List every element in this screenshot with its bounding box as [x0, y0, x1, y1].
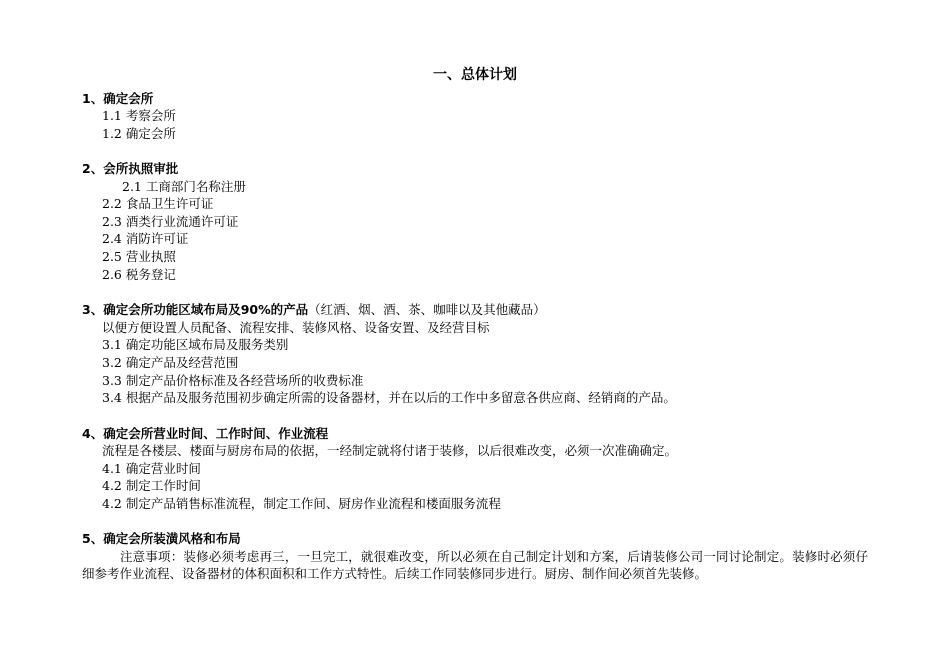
- section-4-intro: 流程是各楼层、楼面与厨房布局的依据，一经制定就将付诸于装修，以后很难改变，必须一次准确确定。: [102, 443, 678, 458]
- document-title: 一、总体计划: [433, 67, 517, 83]
- section-2-heading: 2、会所执照审批: [82, 161, 179, 176]
- list-item: 3.3 制定产品价格标准及各经营场所的收费标准: [102, 373, 364, 388]
- list-item: 2.1 工商部门名称注册: [122, 179, 246, 194]
- list-item: 2.5 营业执照: [102, 249, 176, 264]
- list-item: 3.2 确定产品及经营范围: [102, 355, 239, 370]
- list-item: 2.3 酒类行业流通许可证: [102, 214, 239, 229]
- section-4-heading: 4、确定会所营业时间、工作时间、作业流程: [82, 426, 329, 441]
- section-1-heading: 1、确定会所: [82, 91, 154, 106]
- section-3-heading-text: 3、确定会所功能区域布局及90%的产品: [82, 302, 309, 317]
- list-item: 4.2 制定工作时间: [102, 478, 201, 493]
- section-3-heading-note: （红酒、烟、酒、茶、咖啡以及其他藏品）: [308, 302, 546, 317]
- list-item: 4.1 确定营业时间: [102, 461, 201, 476]
- list-item: 2.2 食品卫生许可证: [102, 196, 214, 211]
- list-item: 3.4 根据产品及服务范围初步确定所需的设备器材，并在以后的工作中多留意各供应商、经销商的产品。: [102, 390, 676, 405]
- section-5-paragraph: 注意事项：装修必须考虑再三，一旦完工，就很难改变，所以必须在自己制定计划和方案，后请装修公司一同讨论制定。装修时必须仔细参考作业流程、设备器材的体积面积和工作方式特性。后续工作同装修同步进行。厨房、制作间必须首先装修。: [82, 549, 868, 581]
- section-3-heading: [82, 302, 546, 318]
- list-item: 1.1 考察会所: [102, 108, 176, 123]
- list-item: 4.2 制定产品销售标准流程，制定工作间、厨房作业流程和楼面服务流程: [102, 496, 501, 511]
- section-3-intro: 以便方便设置人员配备、流程安排、装修风格、设备安置、及经营目标: [102, 320, 490, 335]
- list-item: 3.1 确定功能区域布局及服务类别: [102, 337, 289, 352]
- section-5-heading: 5、确定会所装潢风格和布局: [82, 531, 241, 546]
- list-item: 1.2 确定会所: [102, 126, 176, 141]
- list-item: 2.6 税务登记: [102, 267, 176, 282]
- list-item: 2.4 消防许可证: [102, 231, 189, 246]
